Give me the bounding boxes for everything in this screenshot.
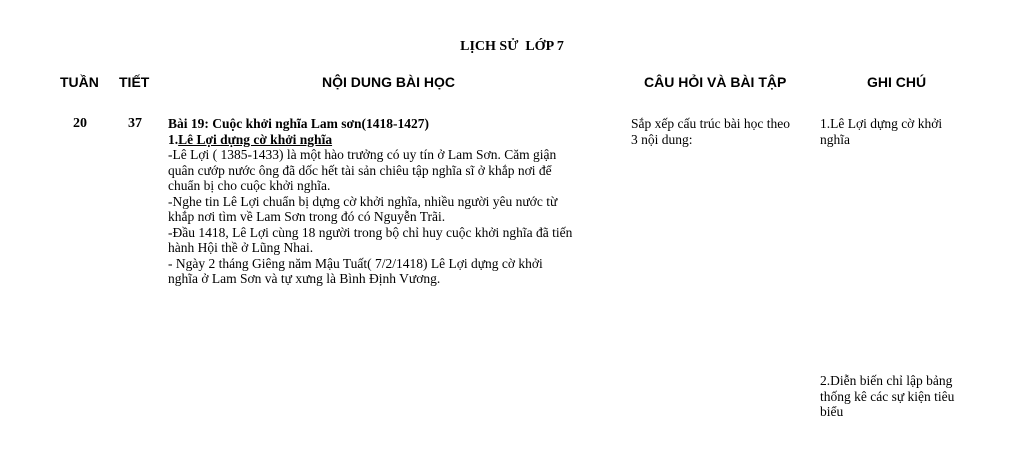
section-title: Lê Lợi dựng cờ khởi nghĩa [178, 131, 333, 147]
header-questions: CÂU HỎI VÀ BÀI TẬP [644, 74, 787, 90]
note-line: 1.Lê Lợi dựng cờ khởi [820, 116, 943, 131]
lesson-title: Bài 19: Cuộc khởi nghĩa Lam sơn(1418-1427) [168, 116, 429, 131]
section-heading [168, 132, 623, 148]
content-line: nghĩa ở Lam Sơn và tự xưng là Bình Định Vương. [168, 271, 441, 286]
period-cell: 37 [128, 116, 142, 131]
section-number: 1. [168, 131, 179, 147]
content-line: quân cướp nước ông đã dốc hết tài sản chiêu tập nghĩa sĩ ở khắp nơi để [168, 162, 552, 178]
week-cell: 20 [73, 116, 87, 131]
header-period: TIẾT [119, 74, 150, 90]
header-content: NỘI DUNG BÀI HỌC [322, 74, 455, 90]
note-line: thống kê các sự kiện tiêu [820, 388, 955, 404]
questions-cell [631, 116, 816, 147]
content-line: chuẩn bị cho cuộc khởi nghĩa. [168, 178, 331, 193]
header-week: TUẦN [60, 74, 99, 90]
content-line: - Ngày 2 tháng Giêng năm Mậu Tuất( 7/2/1418) Lê Lợi dựng cờ khởi [168, 255, 543, 271]
header-notes: GHI CHÚ [867, 74, 927, 90]
content-line: hành Hội thề ở Lũng Nhai. [168, 240, 314, 255]
question-line: Sắp xếp cấu trúc bài học theo [631, 116, 790, 131]
content-line: -Đầu 1418, Lê Lợi cùng 18 người trong bộ chỉ huy cuộc khởi nghĩa đã tiến [168, 224, 573, 240]
page-title: LỊCH SỬ LỚP 7 [460, 39, 564, 54]
note-2 [820, 373, 985, 420]
content-line: -Lê Lợi ( 1385-1433) là một hào trưởng có uy tín ở Lam Sơn. Căm giận [168, 147, 557, 162]
content-line: khắp nơi tìm về Lam Sơn trong đó có Nguyễn Trãi. [168, 209, 446, 224]
question-line: 3 nội dung: [631, 131, 693, 147]
note-line: biểu [820, 404, 844, 419]
note-line: nghĩa [820, 131, 850, 147]
note-line: 2.Diễn biến chỉ lập bảng [820, 373, 953, 388]
content-line: -Nghe tin Lê Lợi chuẩn bị dựng cờ khởi nghĩa, nhiều người yêu nước từ [168, 193, 558, 209]
lesson-content [168, 116, 623, 287]
note-1 [820, 116, 985, 147]
